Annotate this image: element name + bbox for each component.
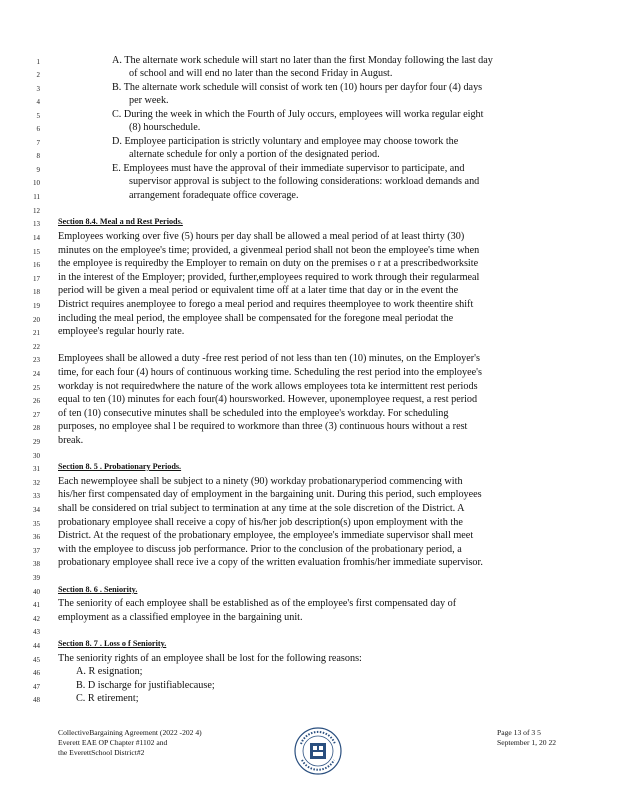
line-number: 2	[36, 71, 40, 79]
line-number: 1	[36, 58, 40, 66]
line-number: 42	[33, 615, 40, 623]
line-number: 48	[33, 696, 40, 704]
line-number: 7	[36, 139, 40, 147]
line-number: 4	[36, 98, 40, 106]
line-number: 15	[33, 248, 40, 256]
line-number: 41	[33, 601, 40, 609]
text-line: period will be given a meal period or equivalent time off at a later time that day or in the event the	[58, 285, 459, 296]
text-line: his/her first compensated day of employment in the bargaining unit. During this period, such employees	[58, 489, 482, 500]
line-number: 12	[33, 207, 40, 215]
line-number: 18	[33, 288, 40, 296]
section-heading: Section 8. 7 . Loss o f Seniority.	[58, 639, 167, 648]
text-line: equal to ten (10) minutes for each four(4) hoursworked. However, uponemployee request, a rest period	[58, 394, 478, 405]
text-line: time, for each four (4) hours of continuous working time. Scheduling the rest period into the employee's	[58, 367, 482, 378]
footer-date: September 1, 20 22	[497, 738, 557, 747]
line-number: 26	[33, 397, 40, 405]
line-number: 19	[33, 302, 40, 310]
line-number: 46	[33, 669, 40, 677]
line-number: 45	[33, 656, 40, 664]
text-line: supervisor approval is subject to the following considerations: workload demands and	[129, 176, 480, 187]
footer-line: CollectiveBargaining Agreement (2022 -202 4)	[58, 728, 202, 737]
line-number: 10	[33, 179, 40, 187]
line-number: 6	[36, 125, 40, 133]
text-line: in the interest of the Employer; provided, further,employees required to work through their regularmeal	[58, 272, 480, 283]
line-number: 28	[33, 424, 40, 432]
footer-left	[58, 728, 202, 758]
line-number: 37	[33, 547, 40, 555]
line-number: 38	[33, 560, 40, 568]
text-line: C. R etirement;	[76, 693, 139, 704]
line-number: 5	[36, 112, 40, 120]
district-seal-icon	[293, 726, 343, 776]
line-number: 36	[33, 533, 40, 541]
line-number: 35	[33, 520, 40, 528]
line-number: 3	[36, 85, 40, 93]
text-line: The seniority rights of an employee shall be lost for the following reasons:	[58, 653, 362, 664]
text-line: of ten (10) consecutive minutes shall be scheduled into the employee's workday. For scheduling	[58, 408, 449, 419]
line-number: 17	[33, 275, 40, 283]
line-number: 27	[33, 411, 40, 419]
line-number: 22	[33, 343, 40, 351]
line-number: 23	[33, 356, 40, 364]
line-number: 24	[33, 370, 40, 378]
text-line: Each newemployee shall be subject to a ninety (90) workday probationaryperiod commencing with	[58, 476, 463, 487]
text-line: including the meal period, the employee shall be compensated for the foregone meal periodat the	[58, 313, 454, 324]
line-number: 9	[36, 166, 40, 174]
line-number: 40	[33, 588, 40, 596]
footer-line: the EverettSchool District#2	[58, 748, 145, 757]
line-number: 32	[33, 479, 40, 487]
text-line: A. R esignation;	[76, 666, 143, 677]
text-line: (8) hourschedule.	[129, 122, 201, 133]
section-heading: Section 8.4. Meal a nd Rest Periods.	[58, 217, 183, 226]
line-number: 11	[33, 193, 40, 201]
text-line: Employees shall be allowed a duty -free rest period of not less than ten (10) minutes, on the Employer's	[58, 353, 480, 364]
line-number: 30	[33, 452, 40, 460]
line-number: 33	[33, 492, 40, 500]
line-number: 25	[33, 384, 40, 392]
text-line: minutes on the employee's time; provided, a givenmeal period shall not beon the employee's time when	[58, 245, 480, 256]
text-line: break.	[58, 435, 84, 446]
section-heading: Section 8. 6 . Seniority.	[58, 585, 138, 594]
text-line: shall be considered on trial subject to termination at any time at the sole discretion of the District. A	[58, 503, 465, 514]
text-line: the employee is requiredby the Employer to remain on duty on the premises o r at a prescribedworksite	[58, 258, 479, 269]
line-number: 39	[33, 574, 40, 582]
text-line: employee's regular hourly rate.	[58, 326, 185, 337]
text-line: District requires anemployee to forego a meal period and requires theemployee to work theentire shift	[58, 299, 474, 310]
text-line: C. During the week in which the Fourth of July occurs, employees will worka regular eight	[112, 109, 484, 120]
text-line: probationary employee shall rece ive a copy of the written evaluation fromhis/her immediate supervisor.	[58, 557, 483, 568]
line-number: 29	[33, 438, 40, 446]
text-line: A. The alternate work schedule will start no later than the first Monday following the last day	[112, 55, 493, 66]
footer-right	[497, 728, 556, 748]
text-line: Employees working over five (5) hours per day shall be allowed a meal period of at least thirty (30)	[58, 231, 465, 242]
text-line: of school and will end no later than the second Friday in August.	[129, 68, 393, 79]
line-number: 20	[33, 316, 40, 324]
line-number: 47	[33, 683, 40, 691]
section-heading: Section 8. 5 . Probationary Periods.	[58, 462, 182, 471]
text-line: employment as a classified employee in the bargaining unit.	[58, 612, 303, 623]
line-number: 34	[33, 506, 40, 514]
line-number: 31	[33, 465, 40, 473]
line-number: 43	[33, 628, 40, 636]
text-line: arrangement foradequate office coverage.	[129, 190, 299, 201]
page-number: Page 13 of 3 5	[497, 728, 541, 737]
text-line: E. Employees must have the approval of their immediate supervisor to participate, and	[112, 163, 465, 174]
text-line: purposes, no employee shal l be required to workmore than three (3) continuous hours without a rest	[58, 421, 468, 432]
text-line: alternate schedule for only a portion of the designated period.	[129, 149, 380, 160]
line-number: 14	[33, 234, 40, 242]
line-number: 44	[33, 642, 40, 650]
text-line: per week.	[129, 95, 169, 106]
footer-line: Everett EAE OP Chapter #1102 and	[58, 738, 168, 747]
text-line: D. Employee participation is strictly voluntary and employee may choose towork the	[112, 136, 459, 147]
text-line: workday is not requiredwhere the nature of the work allows employees tota ke intermittent rest periods	[58, 381, 478, 392]
text-line: District. At the request of the probationary employee, the employee's immediate supervisor shall meet	[58, 530, 474, 541]
text-line: with the employee to discuss job performance. Prior to the conclusion of the probationary period, a	[58, 544, 462, 555]
text-line: probationary employee shall receive a copy of his/her job description(s) upon employment with the	[58, 517, 463, 528]
text-line: The seniority of each employee shall be established as of the employee's first compensated day of	[58, 598, 457, 609]
text-line: B. D ischarge for justifiablecause;	[76, 680, 215, 691]
line-number: 8	[36, 152, 40, 160]
line-number: 13	[33, 220, 40, 228]
text-line: B. The alternate work schedule will consist of work ten (10) hours per dayfor four (4) days	[112, 82, 483, 93]
line-number: 21	[33, 329, 40, 337]
line-number: 16	[33, 261, 40, 269]
